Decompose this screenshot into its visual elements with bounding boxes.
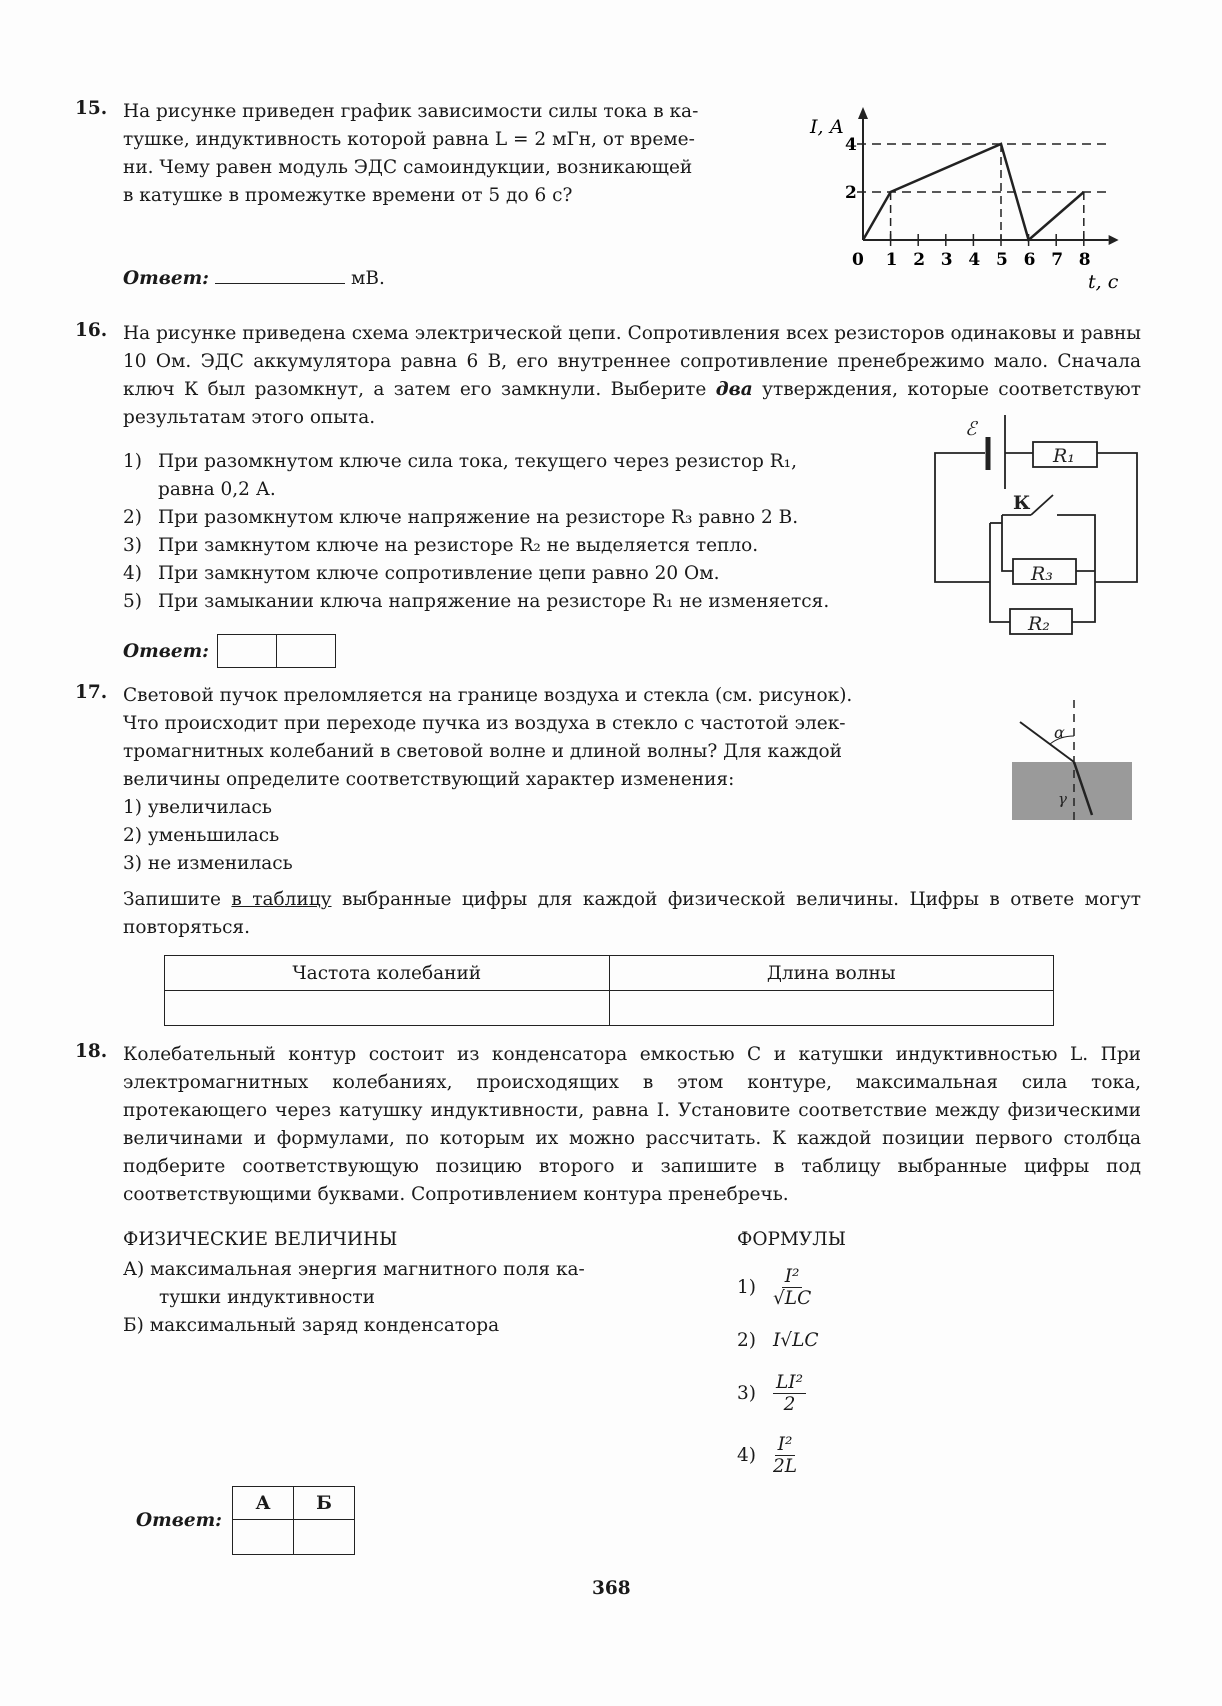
table-header: Частота колебаний xyxy=(165,956,610,991)
y-tick-label: 4 xyxy=(845,135,857,155)
q16-answer xyxy=(123,634,336,668)
instr-underlined: в таблицу xyxy=(231,889,332,910)
answer-cell[interactable] xyxy=(233,1520,294,1555)
answer-boxes xyxy=(217,634,336,668)
formula-2 xyxy=(737,1318,937,1362)
q18-answer xyxy=(136,1486,355,1555)
q16-emphasis: два xyxy=(715,379,753,400)
y-axis-arrow xyxy=(858,107,868,119)
x-tick-label: 1 xyxy=(885,250,898,270)
answer-cell[interactable] xyxy=(218,635,277,667)
q17-line: Световой пучок преломляется на границе воздуха и стекла (см. рисунок). xyxy=(123,685,853,706)
numerator: I² xyxy=(782,1266,803,1288)
option-number: 3) xyxy=(123,535,142,556)
q15-number: 15. xyxy=(75,98,108,119)
item: Б) максимальный заряд конденсатора xyxy=(123,1315,500,1336)
answer-label: Ответ: xyxy=(123,640,210,662)
col1-header: ФИЗИЧЕСКИЕ ВЕЛИЧИНЫ xyxy=(123,1229,398,1250)
denominator: 2L xyxy=(773,1455,798,1477)
formula-3 xyxy=(737,1362,937,1424)
answer-cell[interactable] xyxy=(294,1520,355,1555)
instr-text: Запишите xyxy=(123,889,232,910)
option-text: При замыкании ключа напряжение на резисторе R₁ не изменяется. xyxy=(158,591,830,612)
q16-intro-end: утверждения, которые соответствуют результатам этого опыта. xyxy=(123,379,1141,428)
q17-instruction xyxy=(123,886,1141,942)
emf-label: ℰ xyxy=(965,418,977,440)
answer-cell[interactable] xyxy=(609,991,1054,1026)
option-text: При замкнутом ключе на резисторе R₂ не выделяется тепло. xyxy=(158,535,759,556)
x-tick-label: 6 xyxy=(1023,250,1036,270)
answer-table xyxy=(232,1486,355,1555)
q18-formulas xyxy=(737,1256,937,1486)
q17-text xyxy=(123,682,1003,878)
col2-header: ФОРМУЛЫ xyxy=(737,1229,846,1250)
option-number: 2) xyxy=(123,507,142,528)
q17-line: величины определите соответствующий характер изменения: xyxy=(123,769,735,790)
formula-number: 2) xyxy=(737,1329,756,1351)
numerator: LI² xyxy=(773,1372,806,1394)
x-tick-label: 8 xyxy=(1078,250,1091,270)
answer-label: Ответ: xyxy=(136,1510,223,1531)
x-axis-label: t, с xyxy=(1088,271,1119,293)
formula-number: 1) xyxy=(737,1276,756,1298)
gamma-label: γ xyxy=(1058,790,1067,808)
option-text: При разомкнутом ключе сила тока, текущего через резистор R₁, xyxy=(158,451,797,472)
x-tick-label: 4 xyxy=(968,250,981,270)
x-tick-label: 2 xyxy=(913,250,926,270)
denominator: √LC xyxy=(773,1287,812,1309)
q15-text xyxy=(123,98,793,210)
x-axis-arrow xyxy=(1109,235,1119,245)
q15-line: На рисунке приведен график зависимости силы тока в ка- xyxy=(123,101,699,122)
x-tick-label: 5 xyxy=(996,250,1008,270)
r2-label: R₂ xyxy=(1028,613,1050,635)
answer-label: Ответ: xyxy=(123,268,210,289)
item: А) максимальная энергия магнитного поля ка- xyxy=(123,1259,585,1280)
q17-answer-table xyxy=(164,955,1054,1026)
option-text: равна 0,2 А. xyxy=(158,479,276,500)
formula-number: 4) xyxy=(737,1444,756,1466)
y-axis-label: I, А xyxy=(810,116,844,138)
formula-number: 3) xyxy=(737,1382,756,1404)
page-number: 368 xyxy=(592,1578,631,1599)
item: тушки индуктивности xyxy=(159,1287,375,1308)
answer-unit: мВ. xyxy=(351,268,385,289)
current-time-graph xyxy=(800,105,1140,300)
q16-number: 16. xyxy=(75,320,108,341)
q15-line: тушке, индуктивность которой равна L = 2 мГн, от време- xyxy=(123,129,695,150)
q18-text: Колебательный контур состоит из конденсатора емкостью C и катушки индуктивностью L. При электромагнитных колебаниях, происходящих в этом контуре, максимальная сила тока, протекающего через катушку индуктивности, равна I. Установите соответствие между физическими величинами и формулами, по которым их можно рассчитать. К каждой позиции первого столбца подберите соответствующую позицию второго и запишите в таблицу выбранные цифры под соответствующими буквами. Сопротивлением контура пренебречь. xyxy=(123,1044,1141,1205)
formula-text: I√LC xyxy=(773,1329,819,1351)
numerator: I² xyxy=(775,1434,796,1456)
q15-line: в катушке в промежутке времени от 5 до 6 с? xyxy=(123,185,573,206)
alpha-label: α xyxy=(1054,723,1065,742)
x-tick-label: 0 xyxy=(852,250,864,270)
r3-label: R₃ xyxy=(1031,563,1053,585)
q17-line: Что происходит при переходе пучка из воздуха в стекло с частотой элек- xyxy=(123,713,846,734)
q17-option: 2) уменьшилась xyxy=(123,825,280,846)
x-tick-label: 3 xyxy=(940,250,953,270)
q17-option: 3) не изменилась xyxy=(123,853,293,874)
q17-line: тромагнитных колебаний в световой волне и длиной волны? Для каждой xyxy=(123,741,842,762)
q17-number: 17. xyxy=(75,682,108,703)
x-tick-label: 7 xyxy=(1051,250,1064,270)
answer-cell[interactable] xyxy=(277,635,335,667)
option-number: 5) xyxy=(123,591,142,612)
col-header: Б xyxy=(294,1487,355,1520)
y-tick-label: 2 xyxy=(845,183,857,203)
key-label: К xyxy=(1013,492,1031,514)
q18-number: 18. xyxy=(75,1041,108,1062)
table-header: Длина волны xyxy=(609,956,1054,991)
answer-field[interactable] xyxy=(215,283,345,284)
q16-options xyxy=(123,448,923,616)
denominator: 2 xyxy=(783,1393,796,1415)
q15-line: ни. Чему равен модуль ЭДС самоиндукции, возникающей xyxy=(123,157,693,178)
q16-intro-text: На рисунке приведена схема электрической цепи. Сопротивления всех резисторов одинаковы и равны 10 Ом. ЭДС аккумулятора равна 6 В, его внутреннее сопротивление пренебрежимо мало. Сначала ключ К был разомкнут, а затем его замкнули. Выберите xyxy=(123,323,1141,400)
col-header: А xyxy=(233,1487,294,1520)
refraction-diagram xyxy=(1010,700,1145,825)
option-number: 4) xyxy=(123,563,142,584)
circuit-diagram xyxy=(925,405,1150,640)
option-text: При замкнутом ключе сопротивление цепи равно 20 Ом. xyxy=(158,563,720,584)
q17-option: 1) увеличилась xyxy=(123,797,272,818)
instr-text: выбранные цифры для каждой физической величины. Цифры в ответе могут повторяться. xyxy=(123,889,1142,938)
formula-1 xyxy=(737,1256,937,1318)
answer-cell[interactable] xyxy=(165,991,610,1026)
r1-label: R₁ xyxy=(1053,445,1075,467)
q18-items xyxy=(123,1256,693,1340)
formula-4 xyxy=(737,1424,937,1486)
current-series-line xyxy=(863,144,1084,240)
q15-answer xyxy=(123,265,385,293)
option-text: При разомкнутом ключе напряжение на резисторе R₃ равно 2 В. xyxy=(158,507,799,528)
option-number: 1) xyxy=(123,451,142,472)
